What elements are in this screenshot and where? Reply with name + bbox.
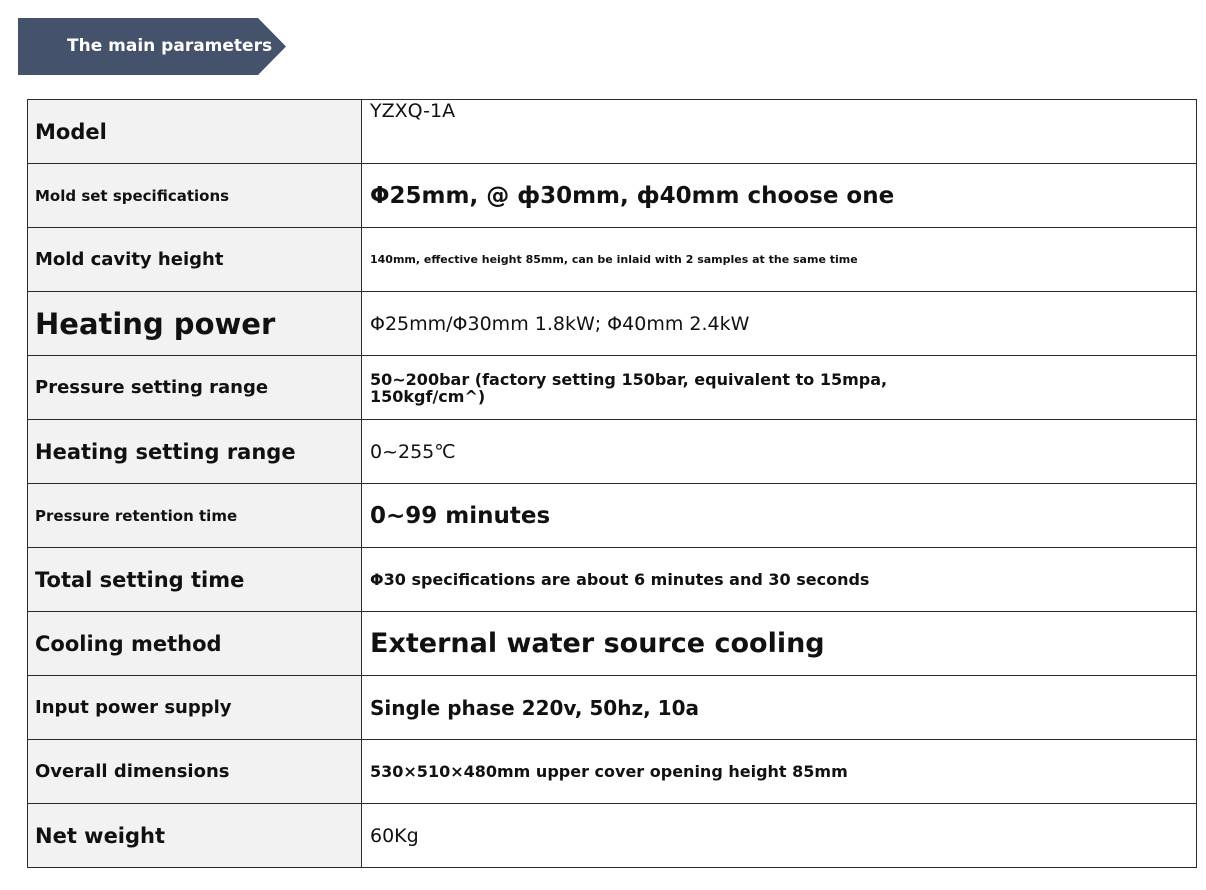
row-label-retention-time: Pressure retention time [28, 484, 362, 548]
row-label-total-time: Total setting time [28, 548, 362, 612]
row-label-pressure-range: Pressure setting range [28, 356, 362, 420]
section-banner [18, 18, 286, 75]
table-row [28, 164, 1197, 228]
row-value-power-supply: Single phase 220v, 50hz, 10a [362, 676, 1197, 740]
row-value-cooling-method: External water source cooling [362, 612, 1197, 676]
row-value-total-time: Φ30 specifications are about 6 minutes and 30 seconds [362, 548, 1197, 612]
row-value-heating-power: Φ25mm/Φ30mm 1.8kW; Φ40mm 2.4kW [362, 292, 1197, 356]
pressure-range-line-2: 150kgf/cm^) [370, 386, 486, 406]
table-row [28, 228, 1197, 292]
row-label-mold-set: Mold set specifications [28, 164, 362, 228]
table-row [28, 740, 1197, 804]
pressure-range-line-1: 50~200bar (factory setting 150bar, equivalent to 15mpa, [370, 369, 888, 389]
table-row [28, 804, 1197, 868]
banner-title: The main parameters [67, 36, 273, 56]
row-value-model: YZXQ-1A [362, 100, 1197, 164]
table-row [28, 292, 1197, 356]
row-value-retention-time: 0~99 minutes [362, 484, 1197, 548]
parameters-table [27, 99, 1197, 868]
row-value-net-weight: 60Kg [362, 804, 1197, 868]
table-row [28, 548, 1197, 612]
table-row [28, 420, 1197, 484]
table-row [28, 612, 1197, 676]
table-row [28, 676, 1197, 740]
row-label-dimensions: Overall dimensions [28, 740, 362, 804]
row-value-dimensions: 530×510×480mm upper cover opening height 85mm [362, 740, 1197, 804]
row-value-pressure-range [362, 356, 1197, 420]
row-label-heating-range: Heating setting range [28, 420, 362, 484]
table-row [28, 484, 1197, 548]
table-row [28, 356, 1197, 420]
row-value-mold-set: Φ25mm, @ ф30mm, ф40mm choose one [362, 164, 1197, 228]
row-label-net-weight: Net weight [28, 804, 362, 868]
row-label-cooling-method: Cooling method [28, 612, 362, 676]
row-label-cavity-height: Mold cavity height [28, 228, 362, 292]
row-value-cavity-height: 140mm, effective height 85mm, can be inlaid with 2 samples at the same time [362, 228, 1197, 292]
row-label-heating-power: Heating power [28, 292, 362, 356]
table-row [28, 100, 1197, 164]
row-value-heating-range: 0~255℃ [362, 420, 1197, 484]
row-label-power-supply: Input power supply [28, 676, 362, 740]
row-label-model: Model [28, 100, 362, 164]
